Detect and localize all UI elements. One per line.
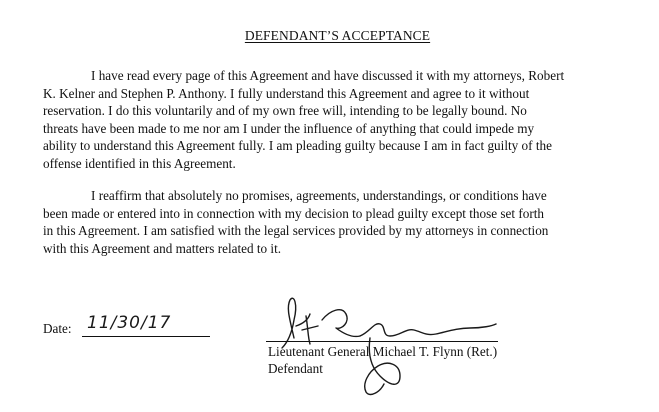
paragraph-line: reservation. I do this voluntarily and of my own free will, intending to be legally bound. No [43,103,527,119]
paragraph-line: ability to understand this Agreement fully. I am pleading guilty because I am in fact guilty of the [43,138,552,154]
paragraph-line: offense identified in this Agreement. [43,155,236,171]
paragraph-line: threats have been made to me nor am I under the influence of anything that could impede my [43,120,535,136]
reaffirm-paragraph [43,187,643,257]
page-title: DEFENDANT’S ACCEPTANCE [244,28,431,43]
paragraph-line: with this Agreement and matters related to it. [43,240,282,256]
acceptance-paragraph [43,67,643,173]
signer-role: Defendant [268,361,323,376]
date-line [82,336,210,337]
signature-line [266,341,498,342]
paragraph-line: in this Agreement. I am satisfied with the legal services provided by my attorneys in connection [43,223,549,239]
paragraph-line: I have read every page of this Agreement and have discussed it with my attorneys, Robert [91,68,565,83]
paragraph-line: been made or entered into in connection with my decision to plead guilty except those set forth [43,205,544,221]
paragraph-line: K. Kelner and Stephen P. Anthony. I fully understand this Agreement and agree to it without [43,85,530,101]
date-label: Date: [43,321,72,336]
signer-name: Lieutenant General Michael T. Flynn (Ret.) [268,344,498,359]
paragraph-line: I reaffirm that absolutely no promises, agreements, understandings, or conditions have [91,188,547,203]
date-handwritten-value: 11/30/17 [87,313,172,333]
